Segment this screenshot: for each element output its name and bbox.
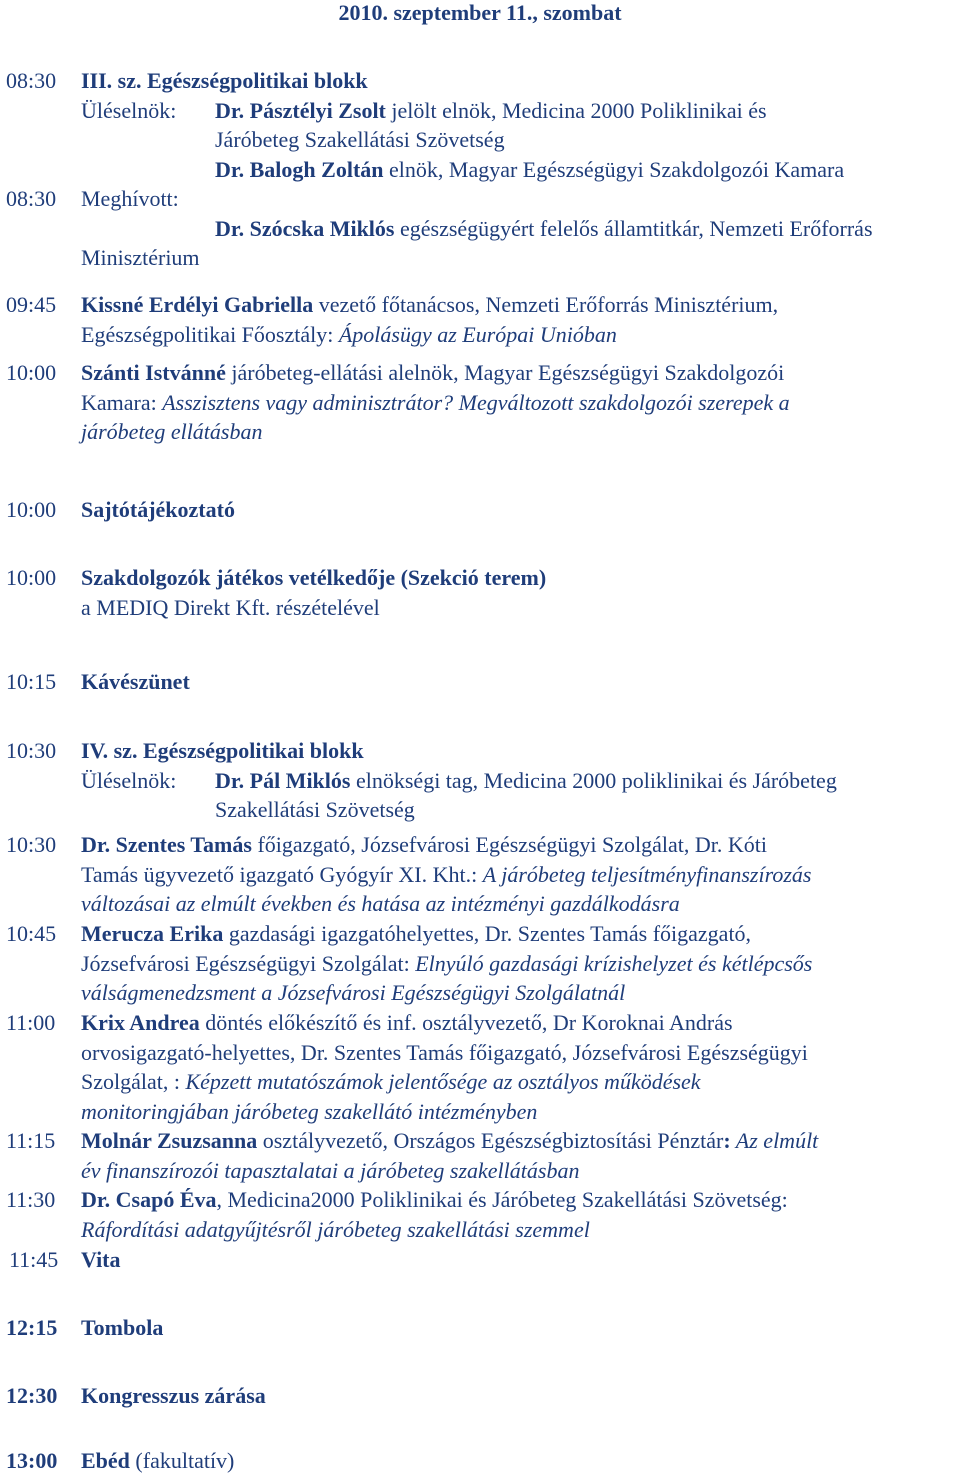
chair-desc-cont: Szakellátási Szövetség — [215, 797, 415, 822]
agenda-time: 12:30 — [6, 1383, 58, 1408]
speaker-line — [81, 919, 956, 949]
speaker-desc-cont: Kamara: — [81, 389, 163, 415]
speaker-desc-cont: Egészségpolitikai Főosztály: — [81, 321, 339, 347]
speaker-name: Krix Andrea — [81, 1010, 200, 1035]
agenda-time: 12:15 — [6, 1315, 58, 1340]
talk-title: Elnyúló gazdasági krízishelyzet és kétlépcsős — [415, 950, 813, 976]
agenda-subtitle: a MEDIQ Direkt Kft. részételével — [81, 594, 380, 620]
talk-title: A járóbeteg teljesítményfinanszírozás — [482, 861, 812, 887]
invited-label: Meghívott: — [81, 186, 179, 211]
agenda-title: Tombola — [81, 1315, 164, 1340]
talk-title: Ápolásügy az Európai Unióban — [338, 321, 617, 347]
speaker-line — [81, 830, 956, 860]
speaker-name: Dr. Csapó Éva — [81, 1187, 217, 1212]
talk-line — [81, 949, 956, 979]
speaker-desc: , Medicina2000 Poliklinikai és Járóbeteg Szakellátási Szövetség: — [216, 1187, 788, 1212]
agenda-title: III. sz. Egészségpolitikai blokk — [81, 68, 368, 93]
speaker-name: Dr. Szócska Miklós — [215, 215, 395, 241]
talk-title: Az elmúlt — [730, 1128, 819, 1153]
chair-label: Üléselnök: — [81, 767, 177, 793]
speaker-desc-cont: Szolgálat, : — [81, 1069, 186, 1094]
speaker-line — [81, 1008, 956, 1038]
talk-title-cont: monitoringjában járóbeteg szakellátó intézményben — [81, 1098, 538, 1124]
speaker-desc-cont: orvosigazgató-helyettes, Dr. Szentes Tamás főigazgató, Józsefvárosi Egészségügyi — [81, 1039, 808, 1065]
speaker-line — [81, 1126, 956, 1156]
chair-label: Üléselnök: — [81, 97, 177, 123]
agenda-subtitle: (fakultatív) — [129, 1448, 235, 1473]
speaker-line — [81, 1185, 956, 1215]
speaker-desc: járóbeteg-ellátási alelnök, Magyar Egészségügyi Szakdolgozói — [225, 360, 785, 385]
agenda-time: 10:45 — [6, 921, 57, 946]
chair-line — [81, 766, 956, 796]
agenda-title: Ebéd — [81, 1448, 130, 1473]
speaker-desc: vezető főtanácsos, Nemzeti Erőforrás Minisztérium, — [313, 292, 779, 317]
chair-name: Dr. Pál Miklós — [215, 767, 351, 793]
speaker-desc-cont: Józsefvárosi Egészségügyi Szolgálat: — [81, 950, 416, 976]
chair-desc: elnök, Magyar Egészségügyi Szakdolgozói Kamara — [383, 156, 845, 182]
agenda-time: 10:30 — [6, 738, 57, 763]
speaker-desc: főigazgató, Józsefvárosi Egészségügyi Szolgálat, Dr. Kóti — [251, 832, 767, 857]
agenda-time: 10:00 — [6, 497, 57, 522]
invited-line — [215, 214, 956, 244]
talk-title-cont: év finanszírozói tapasztalatai a járóbeteg szakellátásban — [81, 1157, 580, 1183]
talk-title-cont: válságmenedzsment a Józsefvárosi Egészségügyi Szolgálatnál — [81, 980, 626, 1005]
speaker-desc: gazdasági igazgatóhelyettes, Dr. Szentes Tamás főigazgató, — [223, 921, 752, 946]
speaker-line — [81, 290, 956, 320]
agenda-title: Vita — [81, 1247, 121, 1272]
agenda-time: 10:00 — [6, 565, 57, 590]
talk-title: Asszisztens vagy adminisztrátor? Megváltozott szakdolgozói szerepek a — [162, 389, 790, 415]
agenda-title: Sajtótájékoztató — [81, 497, 235, 522]
agenda-title: IV. sz. Egészségpolitikai blokk — [81, 738, 364, 763]
speaker-desc: egészségügyért felelős államtitkár, Nemzeti Erőforrás — [394, 215, 873, 241]
talk-line — [81, 320, 956, 350]
speaker-name: Szánti Istvánné — [81, 360, 226, 385]
agenda-time: 13:00 — [6, 1448, 58, 1473]
chair-line-2 — [215, 155, 956, 185]
chair-name: Dr. Balogh Zoltán — [215, 156, 384, 182]
chair-line-1 — [81, 96, 956, 126]
chair-desc-cont: Járóbeteg Szakellátási Szövetség — [215, 127, 505, 152]
agenda-time: 10:30 — [6, 832, 57, 857]
speaker-name: Dr. Szentes Tamás — [81, 832, 252, 857]
speaker-desc-cont: Minisztérium — [81, 245, 200, 270]
program-date-heading: 2010. szeptember 11., szombat — [338, 0, 622, 25]
agenda-title: Kávészünet — [81, 669, 190, 694]
chair-desc: elnökségi tag, Medicina 2000 poliklinikai és Járóbeteg — [350, 767, 837, 793]
chair-name: Dr. Pásztélyi Zsolt — [215, 97, 386, 123]
agenda-time: 10:00 — [6, 360, 57, 385]
speaker-colon: : — [723, 1128, 731, 1153]
agenda-time: 09:45 — [6, 292, 57, 317]
agenda-title-line — [81, 1446, 956, 1476]
agenda-time: 08:30 — [6, 186, 57, 211]
agenda-time: 11:00 — [6, 1010, 56, 1035]
speaker-name: Merucza Erika — [81, 921, 224, 946]
agenda-time: 11:30 — [6, 1187, 56, 1212]
agenda-time: 11:45 — [9, 1247, 59, 1272]
agenda-time: 10:15 — [6, 669, 57, 694]
talk-line — [81, 860, 956, 890]
chair-desc: jelölt elnök, Medicina 2000 Poliklinikai és — [385, 97, 767, 123]
agenda-time: 08:30 — [6, 68, 57, 93]
speaker-desc-cont: Tamás ügyvezető igazgató Gyógyír XI. Kht.: — [81, 861, 483, 887]
talk-line — [81, 1067, 956, 1097]
speaker-desc: osztályvezető, Országos Egészségbiztosítási Pénztár — [257, 1128, 724, 1153]
speaker-desc: döntés előkészítő és inf. osztályvezető, Dr Koroknai András — [199, 1010, 733, 1035]
agenda-title: Kongresszus zárása — [81, 1383, 266, 1408]
agenda-title: Szakdolgozók játékos vetélkedője (Szekció terem) — [81, 565, 547, 590]
talk-title-cont: járóbeteg ellátásban — [81, 419, 263, 444]
talk-title-cont: változásai az elmúlt években és hatása az intézményi gazdálkodásra — [81, 891, 680, 916]
talk-title: Képzett mutatószámok jelentősége az osztályos működések — [185, 1069, 701, 1094]
speaker-name: Molnár Zsuzsanna — [81, 1128, 258, 1153]
agenda-time: 11:15 — [6, 1128, 56, 1153]
talk-title: Ráfordítási adatgyűjtésről járóbeteg szakellátási szemmel — [81, 1216, 590, 1242]
speaker-name: Kissné Erdélyi Gabriella — [81, 292, 314, 317]
talk-line — [81, 388, 956, 418]
speaker-line — [81, 358, 956, 388]
